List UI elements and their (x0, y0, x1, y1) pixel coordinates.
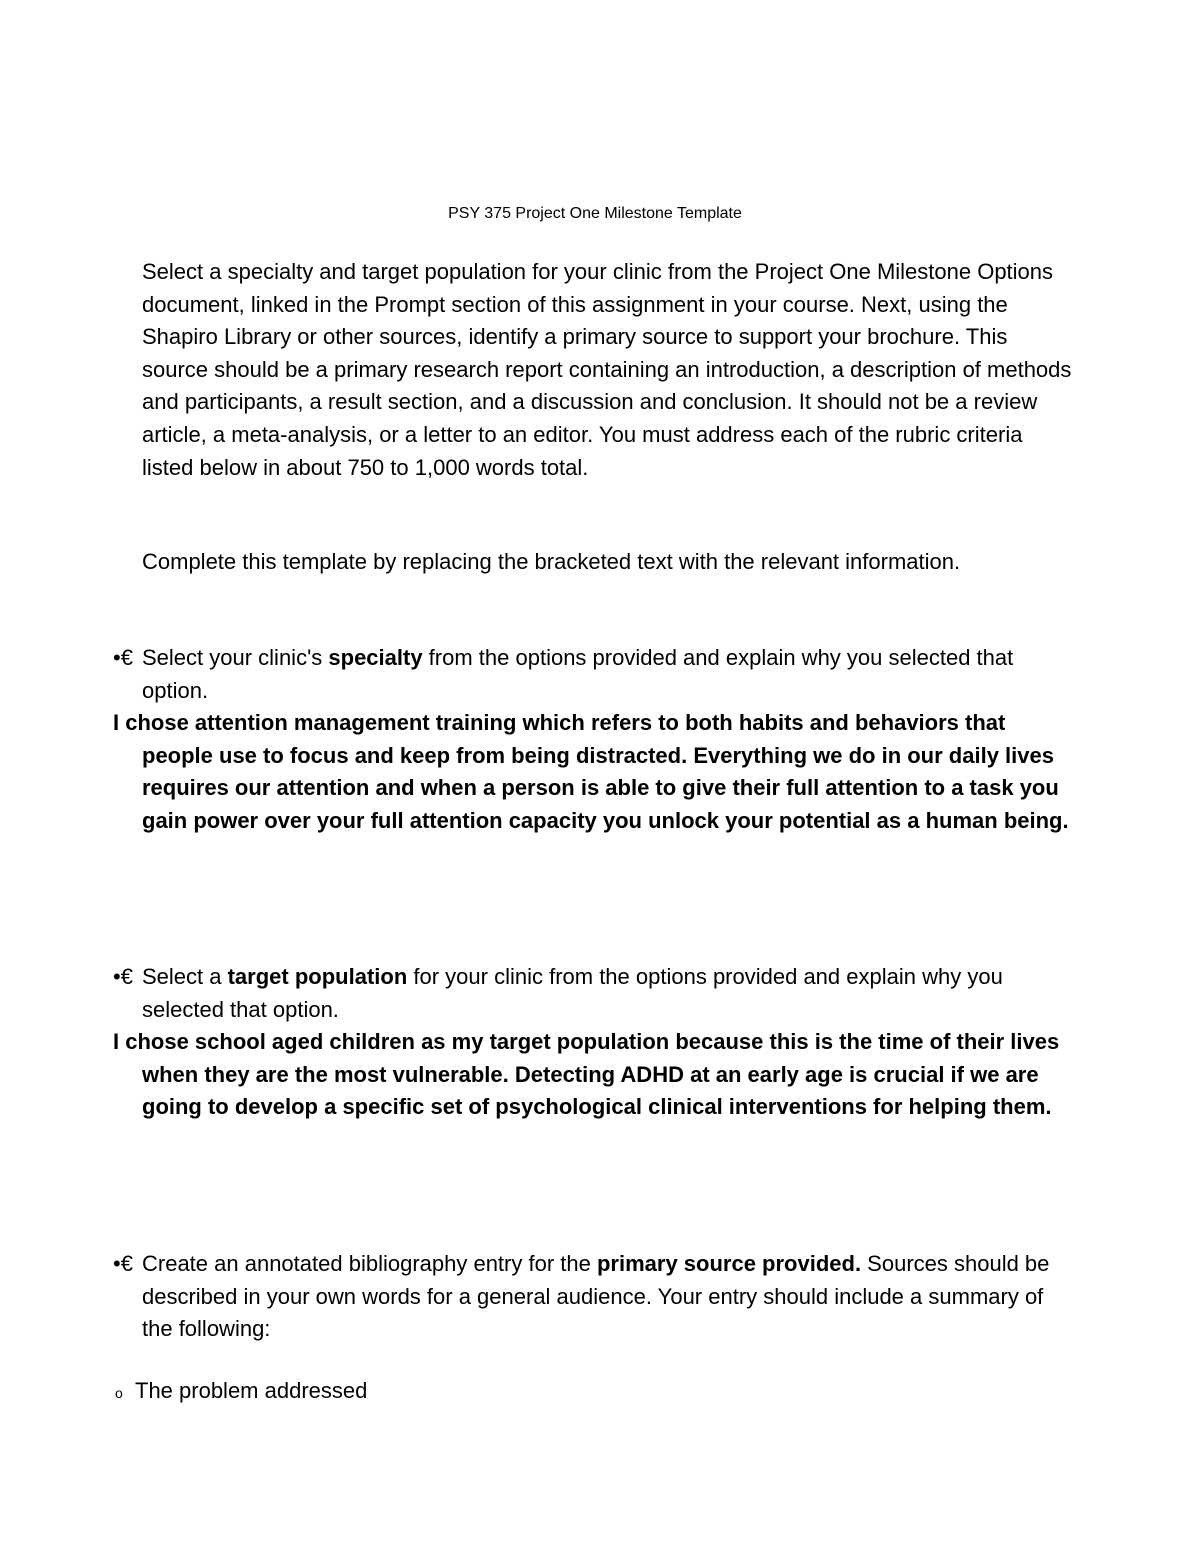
target-population-prompt-pre: Select a (142, 964, 228, 989)
bullet-marker: •€ (113, 1251, 133, 1276)
instructions-paragraph: Complete this template by replacing the bracketed text with the relevant information. (142, 549, 961, 574)
sub-item-text: The problem addressed (135, 1378, 368, 1403)
specialty-answer: I chose attention management training which refers to both habits and behaviors that people use to focus and keep from being distracted. Everything we do in our daily lives requires our attention and when a person is able to give their full attention to a task you gain power over your full attention capacity you unlock your potential as a human being. (113, 710, 1069, 833)
specialty-prompt-post: from the options provided and explain why you selected that option. (142, 645, 1014, 703)
bibliography-prompt-bold: primary source provided. (596, 1251, 862, 1276)
specialty-prompt (113, 642, 1073, 707)
target-population-prompt-bold: target population (227, 964, 408, 989)
specialty-prompt-bold: specialty (328, 645, 423, 670)
document-title: PSY 375 Project One Milestone Template (448, 205, 742, 222)
bullet-marker: •€ (113, 645, 133, 670)
bibliography-prompt-pre: Create an annotated bibliography entry for the (142, 1251, 597, 1276)
bullet-marker: •€ (113, 964, 133, 989)
target-population-prompt (113, 961, 1073, 1026)
target-population-prompt-post: for your clinic from the options provided and explain why you selected that option. (142, 964, 1003, 1022)
sub-item-problem-addressed (115, 1375, 367, 1409)
bibliography-prompt (113, 1248, 1073, 1346)
sub-bullet-marker: o (115, 1385, 123, 1401)
specialty-prompt-pre: Select your clinic's (142, 645, 329, 670)
intro-paragraph: Select a specialty and target population for your clinic from the Project One Milestone Options document, linked in the Prompt section of this assignment in your course. Next, using the Shapiro Library or other sources, identify a primary source to support your brochure. This source should be a primary research report containing an introduction, a description of methods and participants, a result section, and a discussion and conclusion. It should not be a review article, a meta-analysis, or a letter to an editor. You must address each of the rubric criteria listed below in about 750 to 1,000 words total. (142, 259, 1072, 480)
bibliography-prompt-post: Sources should be described in your own words for a general audience. Your entry should include a summary of the following: (142, 1251, 1050, 1342)
target-population-answer: I chose school aged children as my target population because this is the time of their lives when they are the most vulnerable. Detecting ADHD at an early age is crucial if we are going to develop a specific set of psychological clinical interventions for helping them. (113, 1029, 1060, 1120)
